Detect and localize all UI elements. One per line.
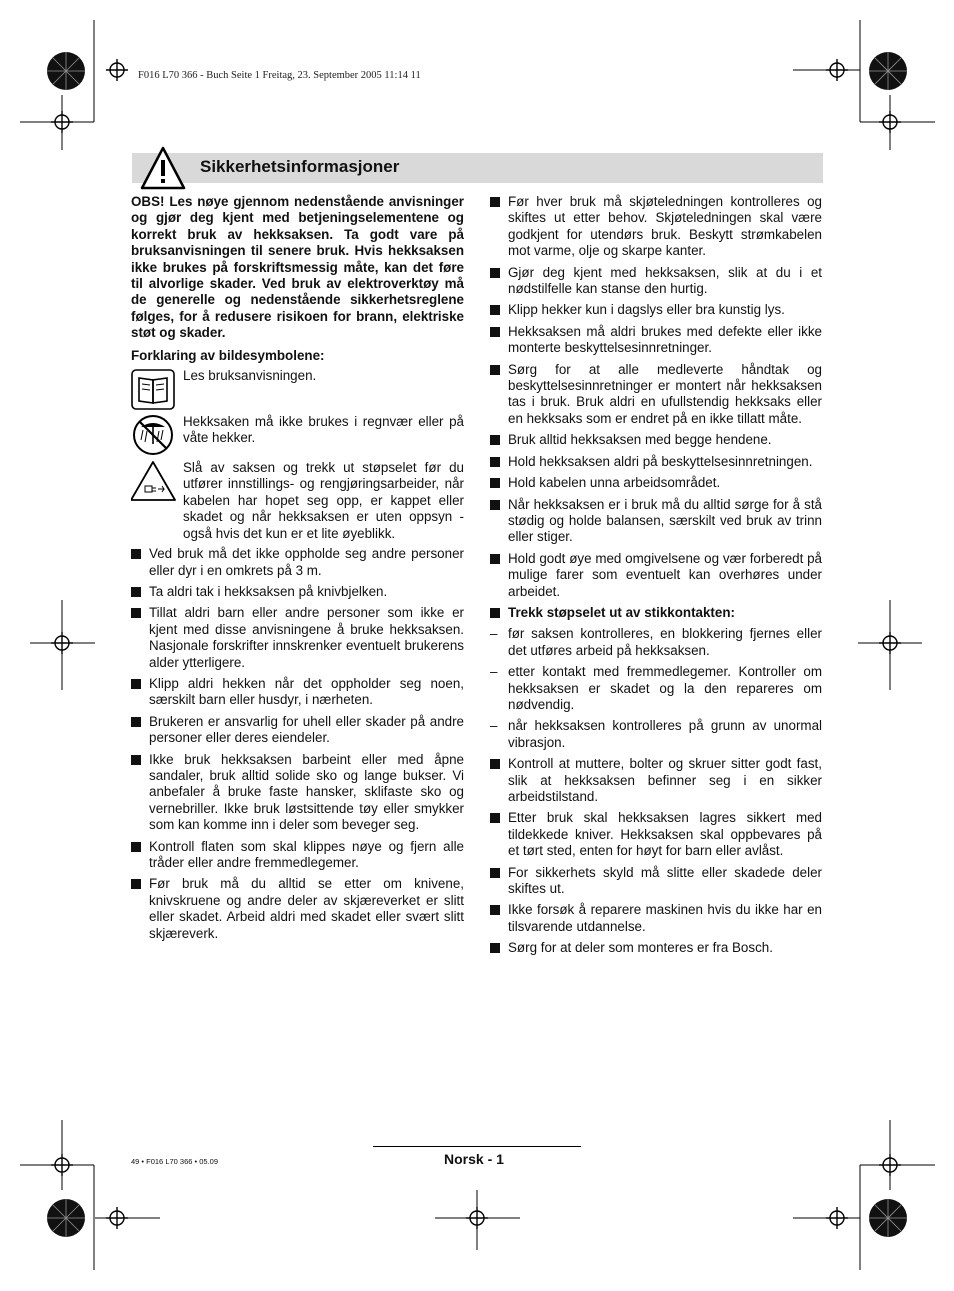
symbol-text: Les bruksanvisningen.: [183, 368, 317, 384]
list-item: Før hver bruk må skjøteledningen kontrolleres og skiftes ut etter behov. Skjøteledningen skal være godkjent for utendørs bruk. Beskytt strømkabelen mot varme, olje og skarpe kanter.: [490, 194, 822, 260]
list-item: Hold kabelen unna arbeidsområdet.: [490, 475, 822, 491]
bullet-square-icon: [490, 478, 500, 488]
list-item: Brukeren er ansvarlig for uhell eller skader på andre personer eller deres eiendeler.: [131, 714, 464, 747]
list-item: Før bruk må du alltid se etter om knivene, knivskruene og andre deler av skjæreverket er slitt eller skadet. Arbeid aldri med skadet eller svært slitt skjæreverk.: [131, 876, 464, 942]
dash-item: – før saksen kontrolleres, en blokkering fjernes eller det utføres arbeid på hekksaksen.: [490, 626, 822, 658]
list-item: Ved bruk må det ikke oppholde seg andre personer eller dyr i en omkrets på 3 m.: [131, 546, 464, 579]
manual-book-icon: [131, 368, 177, 410]
footer-doc-code: 49 • F016 L70 366 • 05.09: [131, 1157, 218, 1166]
section-title: Sikkerhetsinformasjoner: [200, 157, 400, 176]
list-item: Kontroll flaten som skal klippes nøye og fjern alle tråder eller andre fremmedlegemer.: [131, 839, 464, 872]
print-header: F016 L70 366 - Buch Seite 1 Freitag, 23. September 2005 11:14 11: [138, 70, 421, 81]
list-item: Hekksaksen må aldri brukes med defekte eller ikke monterte beskyttelsesinnretninger.: [490, 324, 822, 357]
symbol-row: [131, 368, 464, 410]
bullet-square-icon: [131, 679, 141, 689]
list-item: Klipp hekker kun i dagslys eller bra kunstig lys.: [490, 302, 822, 318]
dash-item: – når hekksaksen kontrolleres på grunn av unormal vibrasjon.: [490, 718, 822, 750]
list-item: Bruk alltid hekksaksen med begge hendene.: [490, 432, 822, 448]
bullet-square-icon: [490, 905, 500, 915]
no-rain-icon: [131, 414, 177, 456]
symbol-row: [131, 414, 464, 456]
bullet-square-icon: [490, 554, 500, 564]
footer-rule: [373, 1146, 581, 1147]
bullet-square-icon: [490, 813, 500, 823]
bullet-square-icon: [490, 759, 500, 769]
bullet-square-icon: [490, 327, 500, 337]
bullet-square-icon: [131, 587, 141, 597]
list-item: Kontroll at muttere, bolter og skruer sitter godt fast, slik at hekksaksen befinner seg i en sikker arbeidstilstand.: [490, 756, 822, 805]
bullet-square-icon: [490, 365, 500, 375]
bullet-square-icon: [490, 868, 500, 878]
list-item: Ikke bruk hekksaksen barbeint eller med åpne sandaler, bruk alltid solide sko og lange bukser. Vi anbefaler å bruke faste hansker, sklifaste sko og vernebriller. Ikke bruk løstsittende tøy eller smykker som kan komme inn i deler som beveger seg.: [131, 752, 464, 834]
list-item: Sørg for at alle medleverte håndtak og beskyttelsesinnretninger er montert når hekksaksen tas i bruk. Bruk aldri en ufullstendig hekksaks eller en hekksaks som er endret på en ikke tillatt måte.: [490, 362, 822, 428]
bullet-square-icon: [490, 197, 500, 207]
symbol-text: Slå av saksen og trekk ut støpselet før du utfører innstillings- og rengjøringsarbeider, når kabelen har hopet seg opp, er kappet eller skadet og når hekksaksen er uten oppsyn - også hvis det kun er et lite øyeblikk.: [183, 460, 464, 541]
bullet-square-icon: [131, 608, 141, 618]
unplug-heading: Trekk støpselet ut av stikkontakten:: [490, 605, 822, 621]
list-item: For sikkerhets skyld må slitte eller skadede deler skiftes ut.: [490, 865, 822, 898]
left-column: [131, 194, 464, 947]
list-item: Etter bruk skal hekksaksen lagres sikkert med tildekkede kniver. Hekksaksen skal oppbevares på et tørt sted, enten for høyt for barn eller avlåst.: [490, 810, 822, 859]
bullet-square-icon: [490, 435, 500, 445]
intro-warning: OBS! Les nøye gjennom nedenstående anvisninger og gjør deg kjent med betjeningselementene og korrekt bruk av hekksaksen. Ta godt vare på bruksanvisningen til senere bruk. Hvis hekksaksen ikke brukes på forskriftsmessig måte, kan det føre til alvorlige skader. Ved bruk av elektroverktøy må de generelle og nedenstående sikkerhetsreglene følges, for å redusere risikoen for brann, elektriske støt og skader.: [131, 194, 464, 341]
bullet-square-icon: [490, 268, 500, 278]
list-item: Ikke forsøk å reparere maskinen hvis du ikke har en tilsvarende utdannelse.: [490, 902, 822, 935]
bullet-square-icon: [131, 755, 141, 765]
page-number: Norsk - 1: [444, 1151, 504, 1167]
right-column: [490, 194, 822, 962]
list-item: Ta aldri tak i hekksaksen på knivbjelken.: [131, 584, 464, 600]
bullet-square-icon: [490, 457, 500, 467]
symbol-text: Hekksaken må ikke brukes i regnvær eller på våte hekker.: [183, 414, 464, 446]
list-item: Gjør deg kjent med hekksaksen, slik at du i et nødstilfelle kan stanse den hurtig.: [490, 265, 822, 298]
symbol-row: [131, 460, 464, 542]
dash-item: – etter kontakt med fremmedlegemer. Kontroller om hekksaksen er skadet og la den repareres om nødvendig.: [490, 664, 822, 712]
list-item: Sørg for at deler som monteres er fra Bosch.: [490, 940, 822, 956]
bullet-square-icon: [131, 549, 141, 559]
bullet-square-icon: [490, 500, 500, 510]
list-item: Klipp aldri hekken når det oppholder seg noen, særskilt barn eller husdyr, i nærheten.: [131, 676, 464, 709]
bullet-square-icon: [490, 608, 500, 618]
list-item: Hold hekksaksen aldri på beskyttelsesinnretningen.: [490, 454, 822, 470]
bullet-square-icon: [131, 842, 141, 852]
bullet-square-icon: [490, 943, 500, 953]
symbol-legend-heading: Forklaring av bildesymbolene:: [131, 347, 325, 363]
bullet-square-icon: [131, 717, 141, 727]
warning-triangle-icon: [140, 146, 186, 190]
bullet-square-icon: [131, 879, 141, 889]
list-item: Hold godt øye med omgivelsene og vær forberedt på mulige farer som eventuelt kan overhøres under arbeidet.: [490, 551, 822, 600]
unplug-warning-icon: [131, 460, 177, 502]
bullet-square-icon: [490, 305, 500, 315]
list-item: Når hekksaksen er i bruk må du alltid sørge for å stå stødig og holde balansen, særskilt ved bruk av trinn eller stiger.: [490, 497, 822, 546]
list-item: Tillat aldri barn eller andre personer som ikke er kjent med disse anvisningene å bruke hekksaksen. Nasjonale forskrifter innskrenker eventuelt brukerens alder ytterligere.: [131, 605, 464, 671]
